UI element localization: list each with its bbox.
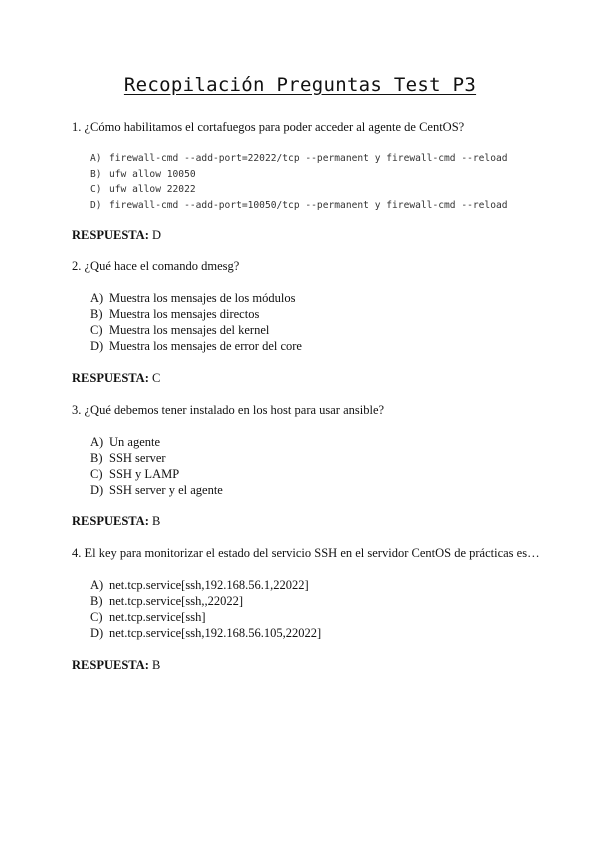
question-1-options bbox=[90, 151, 508, 213]
option-c: C) Muestra los mensajes del kernel bbox=[90, 323, 270, 337]
option-b: B) Muestra los mensajes directos bbox=[90, 307, 260, 321]
question-4-text: 4. El key para monitorizar el estado del servicio SSH en el servidor CentOS de prácticas es… bbox=[72, 546, 540, 560]
option-b: B) SSH server bbox=[90, 451, 166, 465]
page-title: Recopilación Preguntas Test P3 bbox=[123, 74, 477, 96]
option-a: A) Muestra los mensajes de los módulos bbox=[90, 291, 296, 305]
option-a: A) Un agente bbox=[90, 435, 161, 449]
question-3-options bbox=[90, 434, 223, 498]
question-3-answer: RESPUESTA: B bbox=[72, 514, 161, 528]
option-c: C) net.tcp.service[ssh] bbox=[90, 610, 206, 624]
option-c: C) ufw allow 22022 bbox=[90, 184, 196, 195]
option-d: D) SSH server y el agente bbox=[90, 483, 223, 497]
question-4-answer: RESPUESTA: B bbox=[72, 658, 161, 672]
option-a: A) net.tcp.service[ssh,192.168.56.1,22022] bbox=[90, 578, 309, 592]
option-c: C) SSH y LAMP bbox=[90, 467, 180, 481]
option-d: D) firewall-cmd --add-port=10050/tcp --permanent y firewall-cmd --reload bbox=[90, 199, 508, 211]
option-b: B) ufw allow 10050 bbox=[90, 168, 196, 180]
question-1-text: 1. ¿Cómo habilitamos el cortafuegos para poder acceder al agente de CentOS? bbox=[72, 120, 465, 134]
option-b: B) net.tcp.service[ssh,,22022] bbox=[90, 594, 243, 608]
option-d: D) net.tcp.service[ssh,192.168.56.105,22022] bbox=[90, 626, 322, 640]
option-d: D) Muestra los mensajes de error del core bbox=[90, 339, 302, 353]
option-a: A) firewall-cmd --add-port=22022/tcp --permanent y firewall-cmd --reload bbox=[90, 153, 508, 164]
question-2-options bbox=[90, 290, 302, 354]
question-2-text: 2. ¿Qué hace el comando dmesg? bbox=[72, 259, 240, 273]
question-2-answer: RESPUESTA: C bbox=[72, 371, 161, 385]
question-3-text: 3. ¿Qué debemos tener instalado en los host para usar ansible? bbox=[72, 403, 385, 417]
question-1-answer: RESPUESTA: D bbox=[72, 228, 162, 242]
question-4-options bbox=[90, 577, 321, 641]
